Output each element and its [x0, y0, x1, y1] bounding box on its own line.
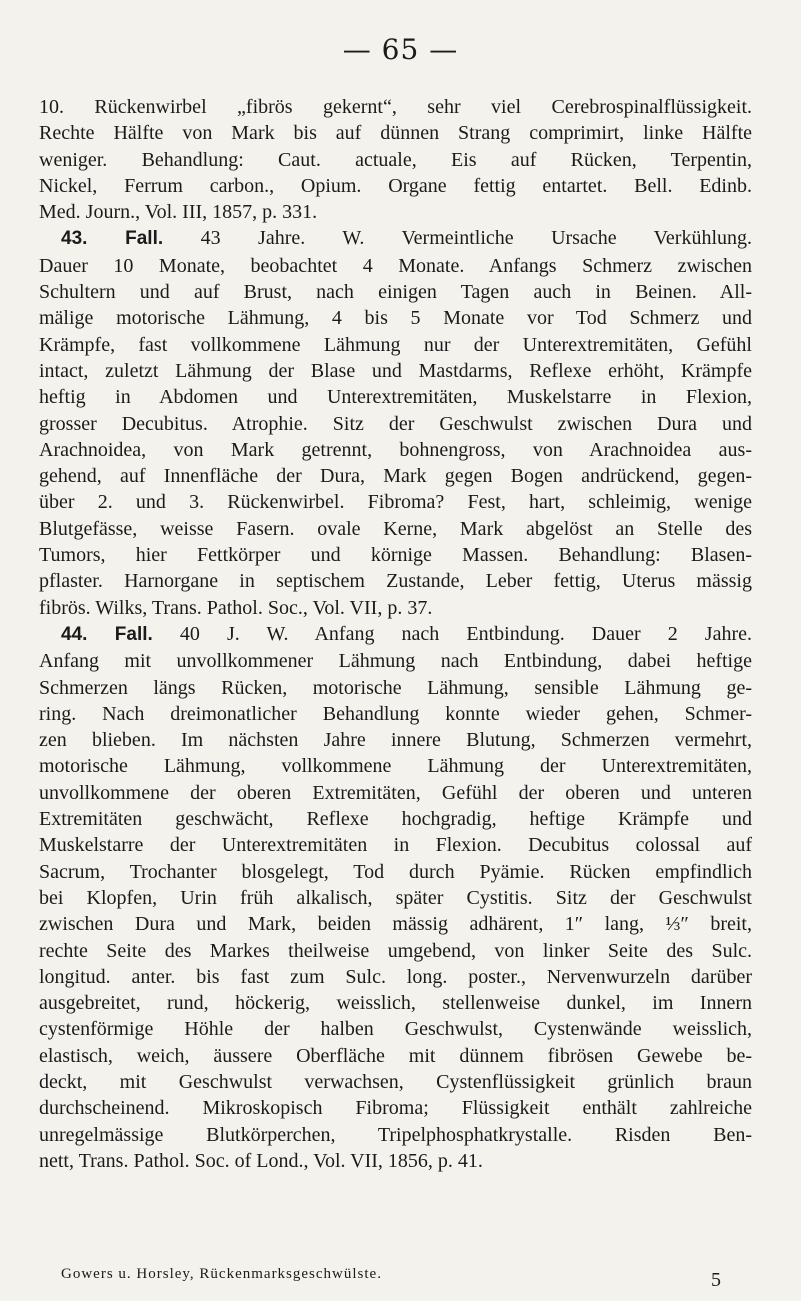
text-line: ausgebreitet, rund, höckerig, weisslich, stellenweise dunkel, im Innern — [39, 992, 752, 1015]
text-line: Dauer 10 Monate, beobachtet 4 Monate. Anfangs Schmerz zwischen — [39, 254, 752, 277]
page-number: — 65 — — [342, 33, 459, 66]
text-line: Med. Journ., Vol. III, 1857, p. 331. — [39, 201, 318, 224]
signature-mark: 5 — [711, 1269, 721, 1291]
text-line: elastisch, weich, äussere Oberfläche mit dünnem fibrösen Gewebe be- — [39, 1044, 752, 1067]
text-line: nett, Trans. Pathol. Soc. of Lond., Vol. VII, 1856, p. 41. — [39, 1149, 483, 1172]
text-line: mälige motorische Lähmung, 4 bis 5 Monate vor Tod Schmerz und — [39, 307, 752, 330]
text-line: Tumors, hier Fettkörper und körnige Massen. Behandlung: Blasen- — [39, 544, 752, 567]
text-line: deckt, mit Geschwulst verwachsen, Cystenflüssigkeit grünlich braun — [39, 1070, 752, 1093]
text-line: Arachnoidea, von Mark getrennt, bohnengross, von Arachnoidea aus- — [39, 438, 752, 461]
text-line: intact, zuletzt Lähmung der Blase und Mastdarms, Reflexe erhöht, Krämpfe — [39, 359, 752, 382]
text-line: unregelmässige Blutkörperchen, Tripelphosphatkrystalle. Risden Ben- — [39, 1123, 752, 1146]
text-line: heftig in Abdomen und Unterextremitäten, Muskelstarre in Flexion, — [39, 386, 752, 409]
text-line: Extremitäten geschwächt, Reflexe hochgradig, heftige Krämpfe und — [39, 808, 752, 831]
text-line: unvollkommene der oberen Extremitäten, Gefühl der oberen und unteren — [39, 781, 752, 804]
text-line: bei Klopfen, Urin früh alkalisch, später Cystitis. Sitz der Geschwulst — [39, 886, 752, 909]
text-line: weniger. Behandlung: Caut. actuale, Eis auf Rücken, Terpentin, — [39, 148, 752, 171]
text-line: grosser Decubitus. Atrophie. Sitz der Geschwulst zwischen Dura und — [39, 412, 752, 435]
text-line: 10. Rückenwirbel „fibrös gekernt“, sehr viel Cerebrospinalflüssigkeit. — [39, 96, 752, 118]
text-line: fibrös. Wilks, Trans. Pathol. Soc., Vol. VII, p. 37. — [39, 596, 433, 619]
text-line: Schultern und auf Brust, nach einigen Tagen auch in Beinen. All- — [39, 281, 752, 304]
text-line: cystenförmige Höhle der halben Geschwulst, Cystenwände weisslich, — [39, 1018, 752, 1041]
case-44-first-line: 40 J. W. Anfang nach Entbindung. Dauer 2 Jahre. — [152, 622, 752, 645]
text-line: zwischen Dura und Mark, beiden mässig adhärent, 1″ lang, ⅓″ breit, — [39, 913, 752, 936]
text-line: zen blieben. Im nächsten Jahre innere Blutung, Schmerzen vermehrt, — [39, 729, 752, 752]
case-43-first-line: 43 Jahre. W. Vermeintliche Ursache Verkühlung. — [163, 227, 752, 250]
body-text — [39, 94, 752, 1174]
page-footer — [61, 1264, 721, 1291]
text-line: pflaster. Harnorgane in septischem Zustande, Leber fettig, Uterus mässig — [39, 570, 752, 593]
text-line: Krämpfe, fast vollkommene Lähmung nur der Unterextremitäten, Gefühl — [39, 333, 752, 356]
text-line: über 2. und 3. Rückenwirbel. Fibroma? Fest, hart, schleimig, wenige — [39, 491, 752, 514]
case-44-heading-line — [39, 621, 752, 648]
text-line: Rechte Hälfte von Mark bis auf dünnen Strang comprimirt, linke Hälfte — [39, 122, 752, 145]
text-line: Sacrum, Trochanter blosgelegt, Tod durch Pyämie. Rücken empfindlich — [39, 860, 752, 883]
case-44-label: 44. Fall. — [61, 623, 153, 645]
text-line: Nickel, Ferrum carbon., Opium. Organe fettig entartet. Bell. Edinb. — [39, 174, 752, 197]
text-line: durchscheinend. Mikroskopisch Fibroma; Flüssigkeit enthält zahlreiche — [39, 1097, 752, 1120]
text-line: ring. Nach dreimonatlicher Behandlung konnte wieder gehen, Schmer- — [39, 702, 752, 725]
text-line: Anfang mit unvollkommener Lähmung nach Entbindung, dabei heftige — [39, 650, 752, 673]
text-line: longitud. anter. bis fast zum Sulc. long. poster., Nervenwurzeln darüber — [39, 965, 752, 988]
text-line: Blutgefässe, weisse Fasern. ovale Kerne, Mark abgelöst an Stelle des — [39, 517, 752, 540]
text-line: Schmerzen längs Rücken, motorische Lähmung, sensible Lähmung ge- — [39, 676, 752, 699]
text-line: motorische Lähmung, vollkommene Lähmung der Unterextremitäten, — [39, 755, 752, 778]
text-line: rechte Seite des Markes theilweise umgebend, von linker Seite des Sulc. — [39, 939, 752, 962]
text-line: gehend, auf Innenfläche der Dura, Mark gegen Bogen andrückend, gegen- — [39, 465, 752, 488]
text-line: Muskelstarre der Unterextremitäten in Flexion. Decubitus colossal auf — [39, 834, 752, 857]
case-43-label: 43. Fall. — [61, 228, 164, 250]
case-43-heading-line — [39, 225, 752, 252]
footer-title: Gowers u. Horsley, Rückenmarksgeschwülste. — [61, 1266, 382, 1282]
